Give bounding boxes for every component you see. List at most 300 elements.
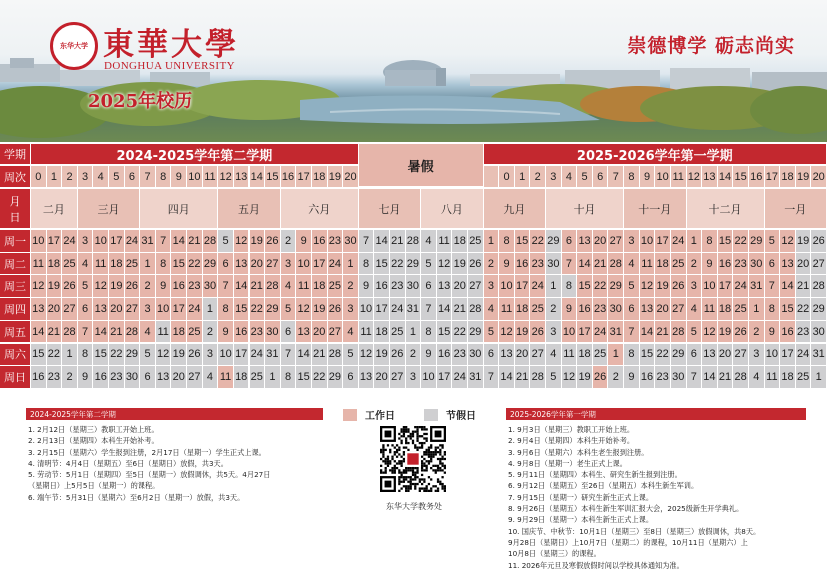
legend-work-swatch bbox=[343, 409, 357, 421]
date-cell: 19 bbox=[796, 230, 811, 252]
date-cell: 21 bbox=[47, 321, 62, 343]
university-seal bbox=[50, 22, 98, 70]
date-cell: 26 bbox=[593, 366, 608, 388]
notes-term1-title: 2024-2025学年第二学期 bbox=[26, 408, 323, 420]
date-cell: 26 bbox=[733, 321, 748, 343]
weekday-label: 周一 bbox=[0, 230, 30, 252]
notes-term2-title: 2025-2026学年第一学期 bbox=[506, 408, 806, 420]
date-cell: 10 bbox=[218, 344, 233, 366]
date-cell: 8 bbox=[156, 253, 171, 275]
date-cell: 7 bbox=[218, 275, 233, 297]
date-cell: 27 bbox=[468, 275, 483, 297]
date-cell: 20 bbox=[655, 298, 670, 320]
date-cell: 14 bbox=[640, 321, 655, 343]
month-day-label bbox=[0, 189, 30, 228]
date-cell: 25 bbox=[62, 253, 77, 275]
date-cell: 7 bbox=[281, 344, 296, 366]
date-cell: 23 bbox=[655, 366, 670, 388]
date-cell: 23 bbox=[47, 366, 62, 388]
date-cell: 1 bbox=[140, 253, 155, 275]
date-cell: 14 bbox=[437, 298, 452, 320]
date-cell: 8 bbox=[421, 321, 436, 343]
date-cell: 11 bbox=[31, 253, 46, 275]
month-label: 月 bbox=[9, 194, 21, 208]
date-cell: 25 bbox=[328, 275, 343, 297]
date-cell: 11 bbox=[437, 230, 452, 252]
qr-code[interactable] bbox=[380, 426, 446, 492]
date-cell: 6 bbox=[624, 298, 639, 320]
date-cell: 25 bbox=[593, 344, 608, 366]
date-cell: 17 bbox=[47, 230, 62, 252]
date-cell: 11 bbox=[359, 321, 374, 343]
date-cell: 5 bbox=[281, 298, 296, 320]
date-cell: 6 bbox=[562, 230, 577, 252]
date-cell: 17 bbox=[655, 230, 670, 252]
date-cell: 1 bbox=[749, 298, 764, 320]
date-cell: 16 bbox=[577, 298, 592, 320]
date-cell: 28 bbox=[203, 230, 218, 252]
date-cell: 3 bbox=[687, 275, 702, 297]
date-cell: 6 bbox=[765, 253, 780, 275]
date-cell: 31 bbox=[140, 230, 155, 252]
date-cell: 30 bbox=[749, 253, 764, 275]
date-cell: 25 bbox=[468, 230, 483, 252]
date-cell: 17 bbox=[577, 321, 592, 343]
date-cell: 25 bbox=[530, 298, 545, 320]
date-cell: 29 bbox=[671, 344, 686, 366]
date-cell: 29 bbox=[406, 253, 421, 275]
date-cell: 30 bbox=[671, 366, 686, 388]
date-cell: 29 bbox=[811, 298, 826, 320]
date-cell: 24 bbox=[250, 344, 265, 366]
date-cell: 1 bbox=[687, 230, 702, 252]
date-cell: 3 bbox=[281, 253, 296, 275]
date-cell: 9 bbox=[296, 230, 311, 252]
date-cell: 22 bbox=[187, 253, 202, 275]
date-cell: 17 bbox=[109, 230, 124, 252]
date-cell: 1 bbox=[811, 366, 826, 388]
date-cell: 25 bbox=[733, 298, 748, 320]
month-header: 九月 bbox=[484, 189, 545, 228]
note-item: 8. 9月26日（星期五）本科生新生军训汇报大会，2025级新生开学典礼。 bbox=[508, 504, 744, 514]
date-cell: 4 bbox=[203, 366, 218, 388]
date-cell: 15 bbox=[437, 321, 452, 343]
date-cell: 22 bbox=[655, 344, 670, 366]
date-cell: 29 bbox=[468, 321, 483, 343]
date-cell: 15 bbox=[171, 253, 186, 275]
date-cell: 7 bbox=[78, 321, 93, 343]
date-cell: 17 bbox=[437, 366, 452, 388]
note-item: 2. 9月4日（星期四）本科生开始补考。 bbox=[508, 436, 635, 446]
date-cell: 30 bbox=[608, 298, 623, 320]
month-header: 四月 bbox=[140, 189, 217, 228]
date-cell: 2 bbox=[749, 321, 764, 343]
date-cell: 27 bbox=[608, 230, 623, 252]
header-banner bbox=[0, 0, 827, 142]
date-cell: 3 bbox=[203, 344, 218, 366]
date-cell: 15 bbox=[718, 230, 733, 252]
date-cell: 8 bbox=[765, 298, 780, 320]
date-cell: 19 bbox=[374, 344, 389, 366]
date-cell: 25 bbox=[796, 366, 811, 388]
date-cell: 3 bbox=[406, 366, 421, 388]
date-cell: 27 bbox=[530, 344, 545, 366]
date-cell: 1 bbox=[608, 344, 623, 366]
note-item: 11. 2026年元旦及寒假放假时间以学校具体通知为准。 bbox=[508, 560, 684, 570]
date-cell: 13 bbox=[359, 366, 374, 388]
date-cell: 5 bbox=[78, 275, 93, 297]
date-cell: 23 bbox=[109, 366, 124, 388]
date-cell: 6 bbox=[687, 344, 702, 366]
week-number: 10 bbox=[187, 166, 202, 187]
note-item: 4. 清明节：4月4日（星期五）至6日（星期日）放假，共3天。 bbox=[28, 458, 228, 468]
date-cell: 17 bbox=[374, 298, 389, 320]
date-cell: 10 bbox=[93, 230, 108, 252]
date-cell: 9 bbox=[624, 366, 639, 388]
date-cell: 19 bbox=[655, 275, 670, 297]
date-cell: 9 bbox=[359, 275, 374, 297]
date-cell: 25 bbox=[250, 366, 265, 388]
date-cell: 1 bbox=[546, 275, 561, 297]
date-cell: 5 bbox=[546, 366, 561, 388]
date-cell: 19 bbox=[718, 321, 733, 343]
weekday-label: 周三 bbox=[0, 275, 30, 297]
date-cell: 23 bbox=[593, 298, 608, 320]
date-cell: 6 bbox=[140, 366, 155, 388]
date-cell: 16 bbox=[312, 230, 327, 252]
date-cell: 26 bbox=[187, 344, 202, 366]
week-number: 20 bbox=[343, 166, 358, 187]
date-cell: 2 bbox=[62, 366, 77, 388]
date-cell: 5 bbox=[624, 275, 639, 297]
date-cell: 7 bbox=[359, 230, 374, 252]
week-number: 15 bbox=[733, 166, 748, 187]
date-cell: 3 bbox=[546, 321, 561, 343]
week-number: 14 bbox=[250, 166, 265, 187]
week-number: 6 bbox=[593, 166, 608, 187]
date-cell: 15 bbox=[93, 344, 108, 366]
date-cell: 14 bbox=[374, 230, 389, 252]
date-cell: 3 bbox=[78, 230, 93, 252]
date-cell: 15 bbox=[374, 253, 389, 275]
date-cell: 16 bbox=[515, 253, 530, 275]
date-cell: 10 bbox=[31, 230, 46, 252]
date-cell: 9 bbox=[499, 253, 514, 275]
week-row-label: 周次 bbox=[0, 166, 30, 187]
date-cell: 9 bbox=[765, 321, 780, 343]
date-cell: 8 bbox=[702, 230, 717, 252]
date-cell: 9 bbox=[702, 253, 717, 275]
date-cell: 2 bbox=[281, 230, 296, 252]
date-cell: 7 bbox=[484, 366, 499, 388]
month-header: 八月 bbox=[421, 189, 482, 228]
date-cell: 11 bbox=[702, 298, 717, 320]
note-item: 10. 国庆节、中秋节：10月1日（星期三）至8日（星期三）放假调休，共8天。 bbox=[508, 526, 761, 536]
date-cell: 2 bbox=[484, 253, 499, 275]
note-item: 5. 劳动节：5月1日（星期四）至5日（星期一）放假调休，共5天。4月27日 bbox=[28, 470, 271, 480]
date-cell: 21 bbox=[718, 366, 733, 388]
date-cell: 20 bbox=[515, 344, 530, 366]
month-header: 七月 bbox=[359, 189, 420, 228]
date-cell: 26 bbox=[390, 344, 405, 366]
term1-header: 2024-2025学年第二学期 bbox=[31, 144, 358, 164]
date-cell: 16 bbox=[234, 321, 249, 343]
date-cell: 21 bbox=[312, 344, 327, 366]
date-cell: 20 bbox=[593, 230, 608, 252]
calendar-title: 2025年校历 bbox=[88, 91, 193, 112]
date-cell: 29 bbox=[749, 230, 764, 252]
date-cell: 13 bbox=[31, 298, 46, 320]
note-item: （星期日）上5月5日（星期一）的课程。 bbox=[28, 481, 160, 491]
date-cell: 27 bbox=[265, 253, 280, 275]
date-cell: 29 bbox=[265, 298, 280, 320]
date-cell: 15 bbox=[780, 298, 795, 320]
date-cell: 24 bbox=[593, 321, 608, 343]
date-cell: 3 bbox=[749, 344, 764, 366]
week-number: 17 bbox=[765, 166, 780, 187]
term2-header: 2025-2026学年第一学期 bbox=[484, 144, 826, 164]
date-cell: 16 bbox=[171, 275, 186, 297]
date-cell: 24 bbox=[733, 275, 748, 297]
note-item: 5. 9月11日（星期四）本科生、研究生新生报到注册。 bbox=[508, 470, 682, 480]
date-cell: 30 bbox=[468, 344, 483, 366]
date-cell: 10 bbox=[296, 253, 311, 275]
date-cell: 6 bbox=[484, 344, 499, 366]
date-cell: 12 bbox=[296, 298, 311, 320]
date-cell: 12 bbox=[359, 344, 374, 366]
date-cell: 20 bbox=[47, 298, 62, 320]
date-cell: 13 bbox=[702, 344, 717, 366]
note-item: 10月8日（星期三）的课程。 bbox=[508, 549, 601, 559]
week-number: 12 bbox=[687, 166, 702, 187]
date-cell: 12 bbox=[640, 275, 655, 297]
date-cell: 29 bbox=[125, 344, 140, 366]
university-chinese-name: 東華大學 bbox=[103, 27, 239, 63]
date-cell: 28 bbox=[328, 344, 343, 366]
date-cell: 29 bbox=[203, 253, 218, 275]
date-cell: 13 bbox=[437, 275, 452, 297]
date-cell: 8 bbox=[281, 366, 296, 388]
date-cell: 25 bbox=[671, 253, 686, 275]
date-cell: 20 bbox=[374, 366, 389, 388]
week-number: 17 bbox=[296, 166, 311, 187]
date-cell: 20 bbox=[312, 321, 327, 343]
date-cell: 7 bbox=[687, 366, 702, 388]
date-cell: 17 bbox=[515, 275, 530, 297]
date-cell: 14 bbox=[31, 321, 46, 343]
legend-holiday-swatch bbox=[424, 409, 438, 421]
date-cell: 25 bbox=[187, 321, 202, 343]
date-cell: 31 bbox=[608, 321, 623, 343]
legend-work-label: 工作日 bbox=[365, 411, 395, 422]
date-cell: 14 bbox=[780, 275, 795, 297]
date-cell: 20 bbox=[718, 344, 733, 366]
date-cell: 22 bbox=[390, 253, 405, 275]
date-cell: 15 bbox=[515, 230, 530, 252]
term-row-label: 学期 bbox=[0, 144, 30, 164]
week-number: 13 bbox=[702, 166, 717, 187]
date-cell: 19 bbox=[577, 366, 592, 388]
date-cell: 4 bbox=[343, 321, 358, 343]
date-cell: 20 bbox=[250, 253, 265, 275]
date-cell: 10 bbox=[499, 275, 514, 297]
date-cell: 3 bbox=[624, 230, 639, 252]
legend-holiday bbox=[424, 407, 476, 422]
date-cell: 16 bbox=[93, 366, 108, 388]
date-cell: 23 bbox=[796, 321, 811, 343]
qr-code-label: 东华大学教务处 bbox=[386, 502, 442, 511]
date-cell: 13 bbox=[499, 344, 514, 366]
date-cell: 14 bbox=[234, 275, 249, 297]
date-cell: 15 bbox=[296, 366, 311, 388]
date-cell: 26 bbox=[328, 298, 343, 320]
week-number: 1 bbox=[47, 166, 62, 187]
note-item: 3. 2月15日（星期六）学生报到注册，2月17日（星期一）学生正式上课。 bbox=[28, 447, 266, 457]
date-cell: 17 bbox=[171, 298, 186, 320]
week-number: 20 bbox=[811, 166, 826, 187]
date-cell: 28 bbox=[125, 321, 140, 343]
week-number: 8 bbox=[156, 166, 171, 187]
date-cell: 8 bbox=[499, 230, 514, 252]
date-cell: 22 bbox=[530, 230, 545, 252]
date-cell: 1 bbox=[343, 253, 358, 275]
date-cell: 2 bbox=[608, 366, 623, 388]
date-cell: 12 bbox=[31, 275, 46, 297]
date-cell: 9 bbox=[218, 321, 233, 343]
date-cell: 19 bbox=[515, 321, 530, 343]
date-cell: 18 bbox=[577, 344, 592, 366]
date-cell: 9 bbox=[156, 275, 171, 297]
date-cell: 31 bbox=[406, 298, 421, 320]
date-cell: 30 bbox=[406, 275, 421, 297]
weekday-label: 周二 bbox=[0, 253, 30, 275]
date-cell: 21 bbox=[452, 298, 467, 320]
note-item: 7. 9月15日（星期一）研究生新生正式上课。 bbox=[508, 492, 654, 502]
note-item: 1. 9月3日（星期三）教职工开始上班。 bbox=[508, 425, 635, 434]
date-cell: 30 bbox=[265, 321, 280, 343]
month-header: 六月 bbox=[281, 189, 358, 228]
date-cell: 12 bbox=[234, 230, 249, 252]
date-cell: 8 bbox=[78, 344, 93, 366]
date-cell: 27 bbox=[62, 298, 77, 320]
date-cell: 12 bbox=[780, 230, 795, 252]
date-cell: 29 bbox=[546, 230, 561, 252]
date-cell: 31 bbox=[468, 366, 483, 388]
date-cell: 9 bbox=[78, 366, 93, 388]
date-cell: 9 bbox=[421, 344, 436, 366]
date-cell: 4 bbox=[624, 253, 639, 275]
week-number: 9 bbox=[171, 166, 186, 187]
week-number: 19 bbox=[796, 166, 811, 187]
week-number: 5 bbox=[577, 166, 592, 187]
date-cell: 5 bbox=[421, 253, 436, 275]
date-cell: 21 bbox=[655, 321, 670, 343]
date-cell: 15 bbox=[577, 275, 592, 297]
date-cell: 30 bbox=[125, 366, 140, 388]
weekday-label: 周四 bbox=[0, 298, 30, 320]
date-cell: 28 bbox=[733, 366, 748, 388]
date-cell: 16 bbox=[374, 275, 389, 297]
note-item: 4. 9月8日（星期一）老生正式上课。 bbox=[508, 458, 627, 468]
note-item: 2. 2月13日（星期四）本科生开始补考。 bbox=[28, 436, 159, 446]
date-cell: 19 bbox=[109, 275, 124, 297]
date-cell: 19 bbox=[250, 230, 265, 252]
date-cell: 11 bbox=[640, 253, 655, 275]
university-english-name: DONGHUA UNIVERSITY bbox=[104, 60, 235, 72]
month-header: 十月 bbox=[546, 189, 623, 228]
date-cell: 8 bbox=[562, 275, 577, 297]
week-number: 10 bbox=[655, 166, 670, 187]
date-cell: 11 bbox=[499, 298, 514, 320]
date-cell: 25 bbox=[390, 321, 405, 343]
note-item: 9. 9月29日（星期一）本科生新生正式上课。 bbox=[508, 515, 654, 525]
date-cell: 7 bbox=[562, 253, 577, 275]
date-cell: 19 bbox=[171, 344, 186, 366]
seal-text: 东华大学 bbox=[60, 41, 88, 51]
date-cell: 6 bbox=[281, 321, 296, 343]
date-cell: 18 bbox=[109, 253, 124, 275]
week-number: 19 bbox=[328, 166, 343, 187]
date-cell: 12 bbox=[562, 366, 577, 388]
legend-work bbox=[343, 407, 395, 422]
date-cell: 14 bbox=[93, 321, 108, 343]
date-cell: 16 bbox=[718, 253, 733, 275]
date-cell: 22 bbox=[250, 298, 265, 320]
date-cell: 27 bbox=[187, 366, 202, 388]
week-number: 12 bbox=[218, 166, 233, 187]
date-cell: 13 bbox=[640, 298, 655, 320]
date-cell: 11 bbox=[562, 344, 577, 366]
week-number: 13 bbox=[234, 166, 249, 187]
date-cell: 17 bbox=[780, 344, 795, 366]
date-cell: 4 bbox=[687, 298, 702, 320]
date-cell: 26 bbox=[530, 321, 545, 343]
date-cell: 1 bbox=[62, 344, 77, 366]
university-motto: 崇德博学 砺志尚实 bbox=[627, 35, 795, 57]
date-cell: 3 bbox=[484, 275, 499, 297]
date-cell: 10 bbox=[421, 366, 436, 388]
date-cell: 21 bbox=[109, 321, 124, 343]
date-cell: 14 bbox=[171, 230, 186, 252]
date-cell: 24 bbox=[390, 298, 405, 320]
date-cell: 16 bbox=[780, 321, 795, 343]
date-cell: 21 bbox=[187, 230, 202, 252]
date-cell: 18 bbox=[655, 253, 670, 275]
date-cell: 4 bbox=[484, 298, 499, 320]
week-number: 4 bbox=[562, 166, 577, 187]
date-cell: 10 bbox=[562, 321, 577, 343]
date-cell: 10 bbox=[702, 275, 717, 297]
date-cell: 28 bbox=[671, 321, 686, 343]
date-cell: 12 bbox=[437, 253, 452, 275]
date-cell: 26 bbox=[468, 253, 483, 275]
date-cell: 18 bbox=[718, 298, 733, 320]
date-cell: 24 bbox=[530, 275, 545, 297]
date-cell: 24 bbox=[125, 230, 140, 252]
date-cell: 24 bbox=[187, 298, 202, 320]
date-cell: 21 bbox=[796, 275, 811, 297]
date-cell: 22 bbox=[109, 344, 124, 366]
date-cell: 18 bbox=[452, 230, 467, 252]
date-cell: 14 bbox=[499, 366, 514, 388]
week-number: 15 bbox=[265, 166, 280, 187]
date-cell: 6 bbox=[421, 275, 436, 297]
date-cell: 2 bbox=[546, 298, 561, 320]
month-header: 二月 bbox=[31, 189, 77, 228]
date-cell: 29 bbox=[608, 275, 623, 297]
date-cell: 1 bbox=[406, 321, 421, 343]
week-number: 11 bbox=[203, 166, 218, 187]
